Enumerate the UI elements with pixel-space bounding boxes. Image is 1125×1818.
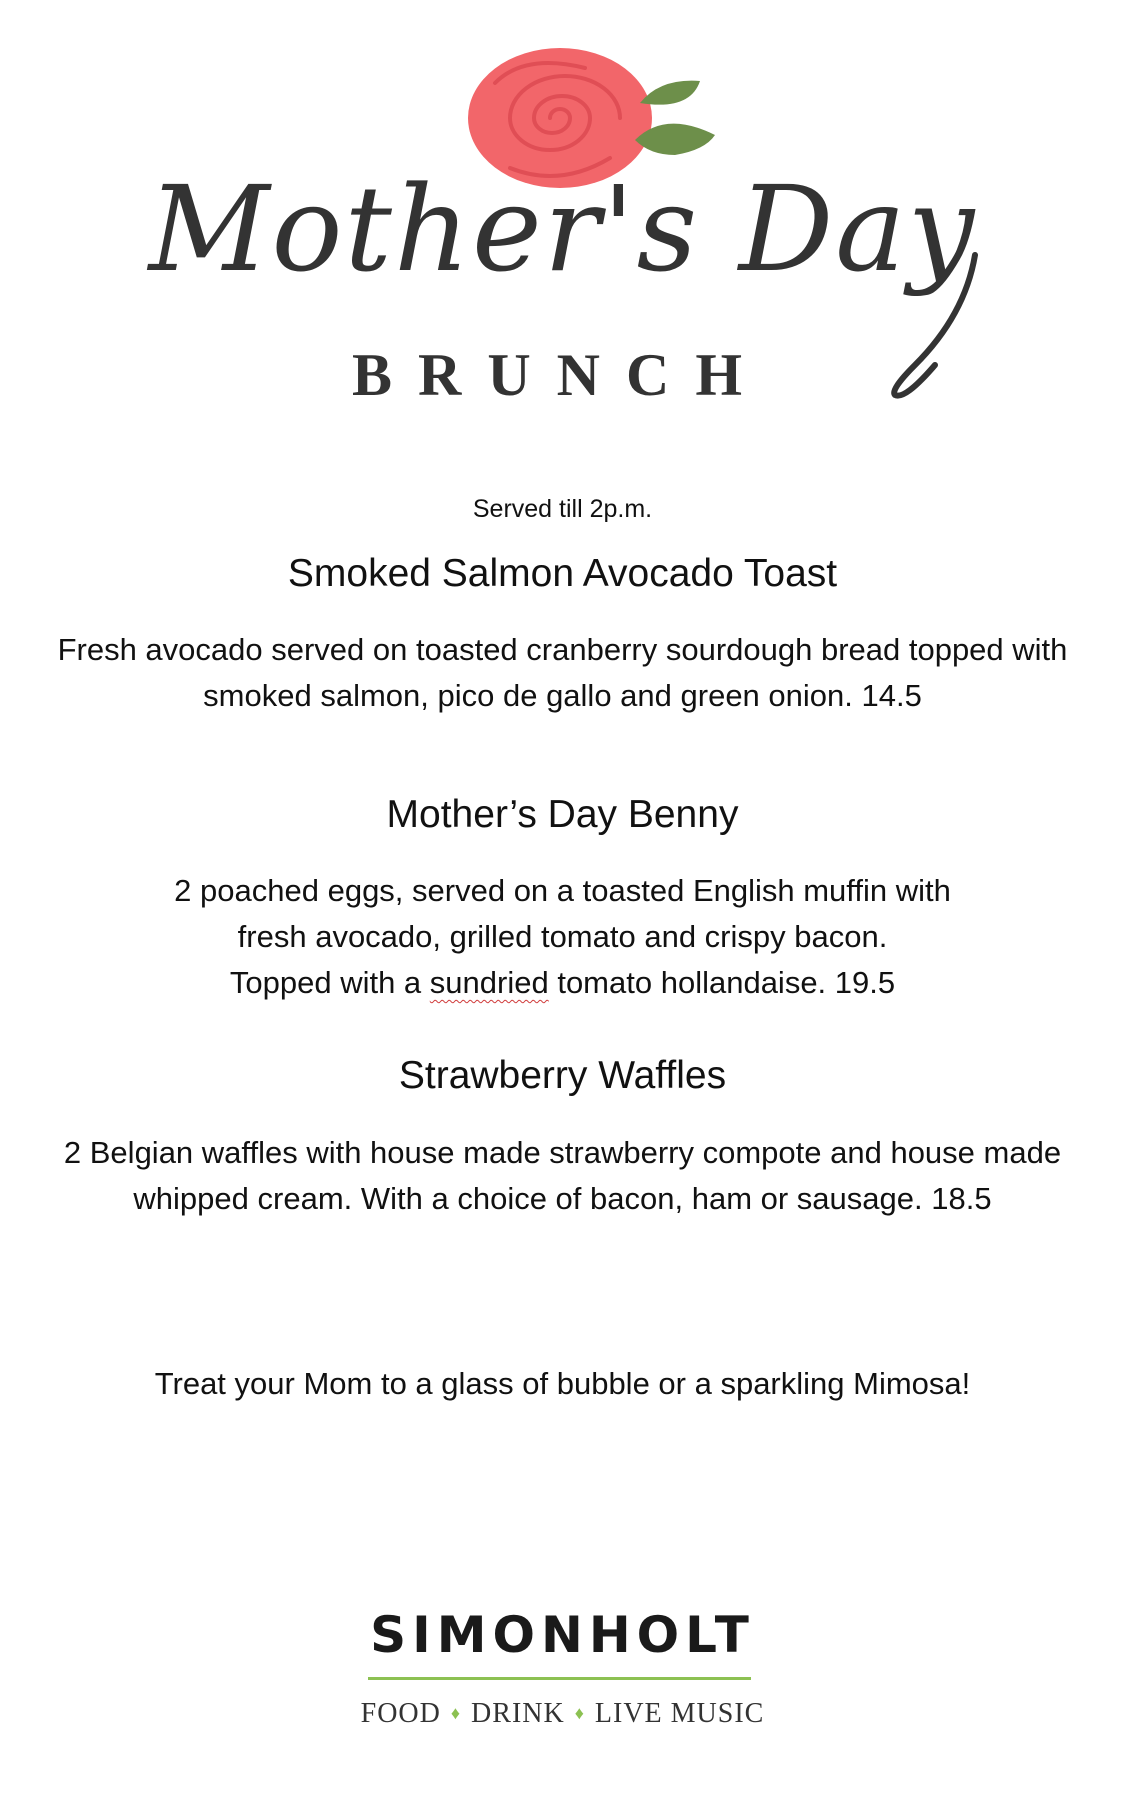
- brand-logo-text: SIMONHOLT: [370, 1606, 755, 1664]
- item-description-waffles: [0, 1130, 1125, 1222]
- description-line: [0, 960, 1125, 1006]
- brand-divider: [368, 1677, 751, 1680]
- script-flourish-icon: [880, 250, 1020, 400]
- tagline-live-music: LIVE MUSIC: [594, 1698, 765, 1729]
- item-title-waffles: Strawberry Waffles: [398, 1054, 727, 1097]
- line-text: tomato hollandaise. 19.5: [548, 965, 896, 1000]
- brunch-subtitle: BRUNCH: [351, 342, 768, 408]
- tagline-drink: DRINK: [471, 1698, 565, 1729]
- description-line: fresh avocado, grilled tomato and crispy bacon.: [237, 919, 888, 954]
- served-note: Served till 2p.m.: [472, 495, 653, 523]
- diamond-icon: ♦: [574, 1703, 585, 1723]
- spellcheck-flagged-word: sundried: [429, 965, 549, 1000]
- tagline-food: FOOD: [360, 1698, 441, 1729]
- line-text: Topped with a: [229, 965, 430, 1000]
- mimosa-promo: Treat your Mom to a glass of bubble or a sparkling Mimosa!: [154, 1366, 971, 1401]
- mothers-day-script-title: Mother's Day: [148, 160, 977, 298]
- description-line: 2 poached eggs, served on a toasted English muffin with: [174, 873, 951, 908]
- item-description-benny: [0, 868, 1125, 1006]
- brand-tagline: [0, 1700, 1125, 1728]
- description-line: smoked salmon, pico de gallo and green onion. 14.5: [203, 678, 922, 713]
- description-line: whipped cream. With a choice of bacon, ham or sausage. 18.5: [133, 1181, 992, 1216]
- item-title-salmon-toast: Smoked Salmon Avocado Toast: [287, 552, 838, 595]
- item-description-salmon-toast: [0, 627, 1125, 719]
- diamond-icon: ♦: [450, 1703, 462, 1723]
- description-line: 2 Belgian waffles with house made strawberry compote and house made: [63, 1135, 1062, 1170]
- description-line: Fresh avocado served on toasted cranberry sourdough bread topped with: [57, 632, 1068, 667]
- item-title-benny: Mother’s Day Benny: [386, 793, 739, 836]
